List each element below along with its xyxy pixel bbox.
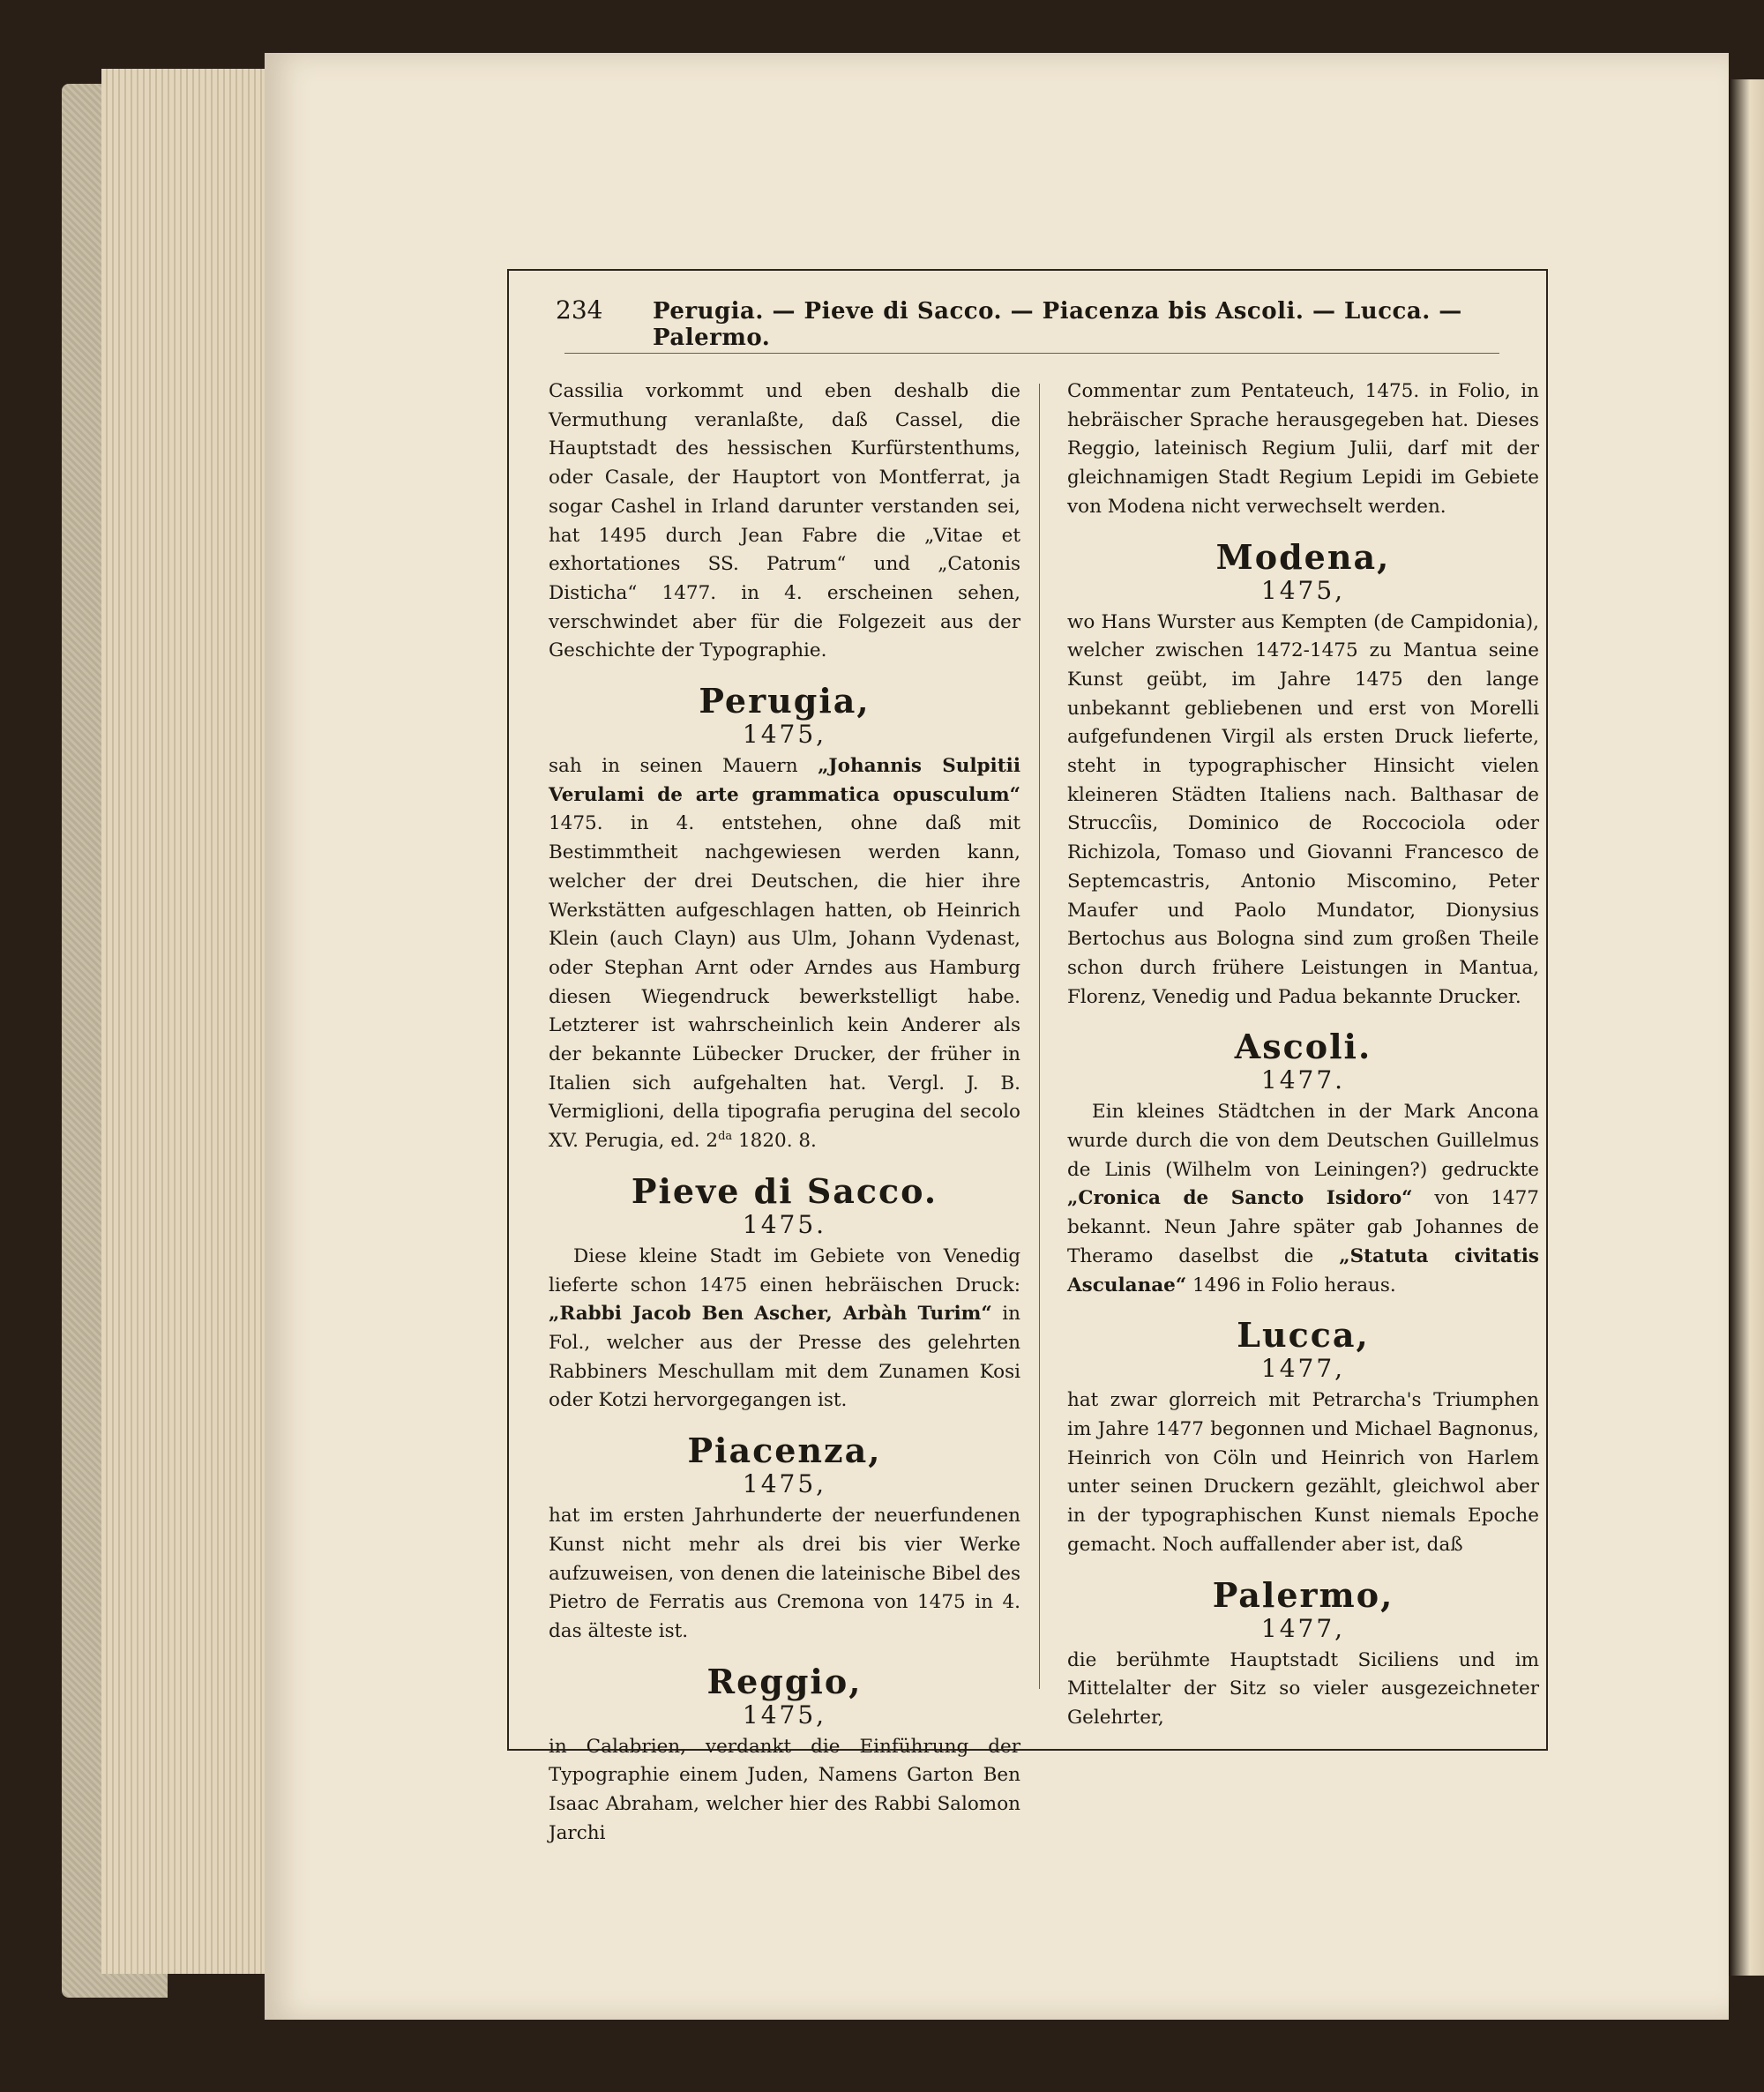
heading-modena: Modena,	[1215, 536, 1391, 577]
year-ascoli: 1477.	[1260, 1065, 1346, 1095]
paragraph-ascoli	[1067, 1098, 1539, 1300]
text-span: von 1477 bekannt. Neun Jahre später gab Johannes de Theramo daselbst die	[1067, 1187, 1539, 1267]
header-title: Perugia. — Pieve di Sacco. — Piacenza bis Ascoli. — Lucca. — Palermo.	[653, 298, 1462, 351]
paragraph-perugia	[549, 752, 1020, 1156]
book-title: „Rabbi Jacob Ben Ascher, Arbàh Turim“	[549, 1303, 992, 1326]
heading-piacenza: Piacenza,	[687, 1431, 882, 1471]
paragraph-lucca: hat zwar glorreich mit Petrarcha's Triumphen im Jahre 1477 begonnen und Michael Bagnonus, Heinrich von Cöln und Heinrich von Harlem unter seinen Druckern gezählt, gleichwol aber in der typographischen Kunst niemals Epoche gemacht. Noch auffallender aber ist, daß	[1067, 1389, 1539, 1556]
year-perugia: 1475,	[742, 720, 827, 750]
year-reggio: 1475,	[742, 1700, 827, 1730]
right-column	[1067, 377, 1539, 1733]
text-span: 1475. in 4. entstehen, ohne daß mit Bestimmtheit nachgewiesen werden kann, welcher der drei Deutschen, die hier ihre Werkstätten aufgeschlagen hatten, ob Heinrich Klein (auch Clayn) aus Ulm, Johann Vydenast, oder Stephan Arnt oder Arndes aus Hamburg diesen Wiegendruck bewerkstelligt habe. Letzterer ist wahrscheinlich kein Anderer als der bekannte Lübecker Drucker, der früher in Italien sich aufgehalten hat.	[549, 812, 1020, 1095]
paragraph-piacenza: hat im ersten Jahrhunderte der neuerfundenen Kunst nicht mehr als drei bis vier Werke aufzuweisen, von denen die lateinische Bibel des Pietro de Ferratis aus Cremona von 1475 in 4. das älteste ist.	[549, 1505, 1020, 1642]
year-pieve-di-sacco: 1475.	[742, 1209, 827, 1239]
heading-reggio: Reggio,	[706, 1661, 863, 1701]
paragraph-commentar: Commentar zum Pentateuch, 1475. in Folio, in hebräischer Sprache herausgegeben hat. Dieses Reggio, lateinisch Regium Julii, darf mit der gleichnamigen Stadt Regium Lepidi im Gebiete von Modena nicht verwechselt werden.	[1067, 380, 1539, 518]
text-span: in Fol., welcher aus der Presse des gelehrten Rabbiners Meschullam mit dem Zunamen Kosi oder Kotzi hervorgegangen ist.	[549, 1303, 1020, 1412]
page-number: 234	[556, 295, 603, 325]
facing-page-edge	[1729, 79, 1764, 1976]
heading-lucca: Lucca,	[1237, 1315, 1370, 1356]
paragraph-palermo: die berühmte Hauptstadt Siciliens und im Mittelalter der Sitz so vieler ausgezeichneter Gelehrter,	[1067, 1648, 1539, 1729]
superscript: da	[718, 1130, 733, 1144]
book-title: „Cronica de Sancto Isidoro“	[1067, 1187, 1413, 1210]
year-piacenza: 1475,	[742, 1469, 827, 1499]
year-palermo: 1477,	[1260, 1613, 1346, 1643]
heading-palermo: Palermo,	[1212, 1574, 1394, 1615]
text-span: Ein kleines Städtchen in der Mark Ancona wurde durch die von dem Deutschen Guillelmus de Linis (Wilhelm von Leiningen?) gedruckte	[1067, 1101, 1539, 1181]
year-modena: 1475,	[1260, 575, 1346, 605]
running-header	[556, 295, 1499, 351]
paragraph-reggio: in Calabrien, verdankt die Einführung der Typographie einem Juden, Namens Garton Ben Isaac Abraham, welcher hier des Rabbi Salomon Jarchi	[549, 1735, 1020, 1844]
paragraph-modena: wo Hans Wurster aus Kempten (de Campidonia), welcher zwischen 1472-1475 zu Mantua seine Kunst geübt, im Jahre 1475 den lange unbekannt gebliebenen und erst von Morelli aufgefundenen Virgil als ersten Druck lieferte, steht in typographischer Hinsicht vielen kleineren Städten Italiens nach. Balthasar de Struccîis, Dominico de Roccociola oder Richizola, Tomaso und Giovanni Francesco de Septemcastris, Antonio Miscomino, Peter Maufer und Paolo Mundator, Dionysius Bertochus aus Bologna sind zum großen Theile schon durch frühere Leistungen in Mantua, Florenz, Venedig und Padua bekannte Drucker.	[1067, 610, 1539, 1008]
heading-pieve-di-sacco: Pieve di Sacco.	[631, 1170, 938, 1211]
text-span: Diese kleine Stadt im Gebiete von Venedig lieferte schon 1475 einen hebräischen Druck:	[549, 1244, 1020, 1296]
header-rule	[564, 353, 1499, 354]
year-lucca: 1477,	[1260, 1354, 1346, 1384]
heading-ascoli: Ascoli.	[1234, 1027, 1372, 1067]
text-span: 1496 in Folio heraus.	[1186, 1274, 1396, 1296]
reference-text: 1820. 8.	[732, 1130, 817, 1153]
paragraph-pieve-di-sacco	[549, 1243, 1020, 1416]
reference-text: Vergl. J. B. Vermiglioni, della tipografia perugina del secolo XV. Perugia, ed. 2	[549, 1072, 1020, 1153]
text-span: sah in seinen Mauern	[549, 755, 818, 778]
book-title: „Johannis Sulpitii Verulami de arte grammatica opusculum“	[549, 755, 1020, 806]
book-title: „Statuta civitatis Asculanae“	[1067, 1244, 1539, 1296]
column-divider	[1039, 384, 1040, 1689]
heading-perugia: Perugia,	[699, 681, 871, 721]
left-column	[549, 377, 1020, 1848]
paragraph-cassilia: Cassilia vorkommt und eben deshalb die Vermuthung veranlaßte, daß Cassel, die Hauptstadt des hessischen Kurfürstenthums, oder Casale, der Hauptort von Montferrat, ja sogar Cashel in Irland darunter verstanden sei, hat 1495 durch Jean Fabre die „Vitae et exhortationes SS. Patrum“ und „Catonis Disticha“ 1477. in 4. erscheinen sehen, verschwindet aber für die Folgezeit aus der Geschichte der Typographie.	[549, 380, 1020, 662]
